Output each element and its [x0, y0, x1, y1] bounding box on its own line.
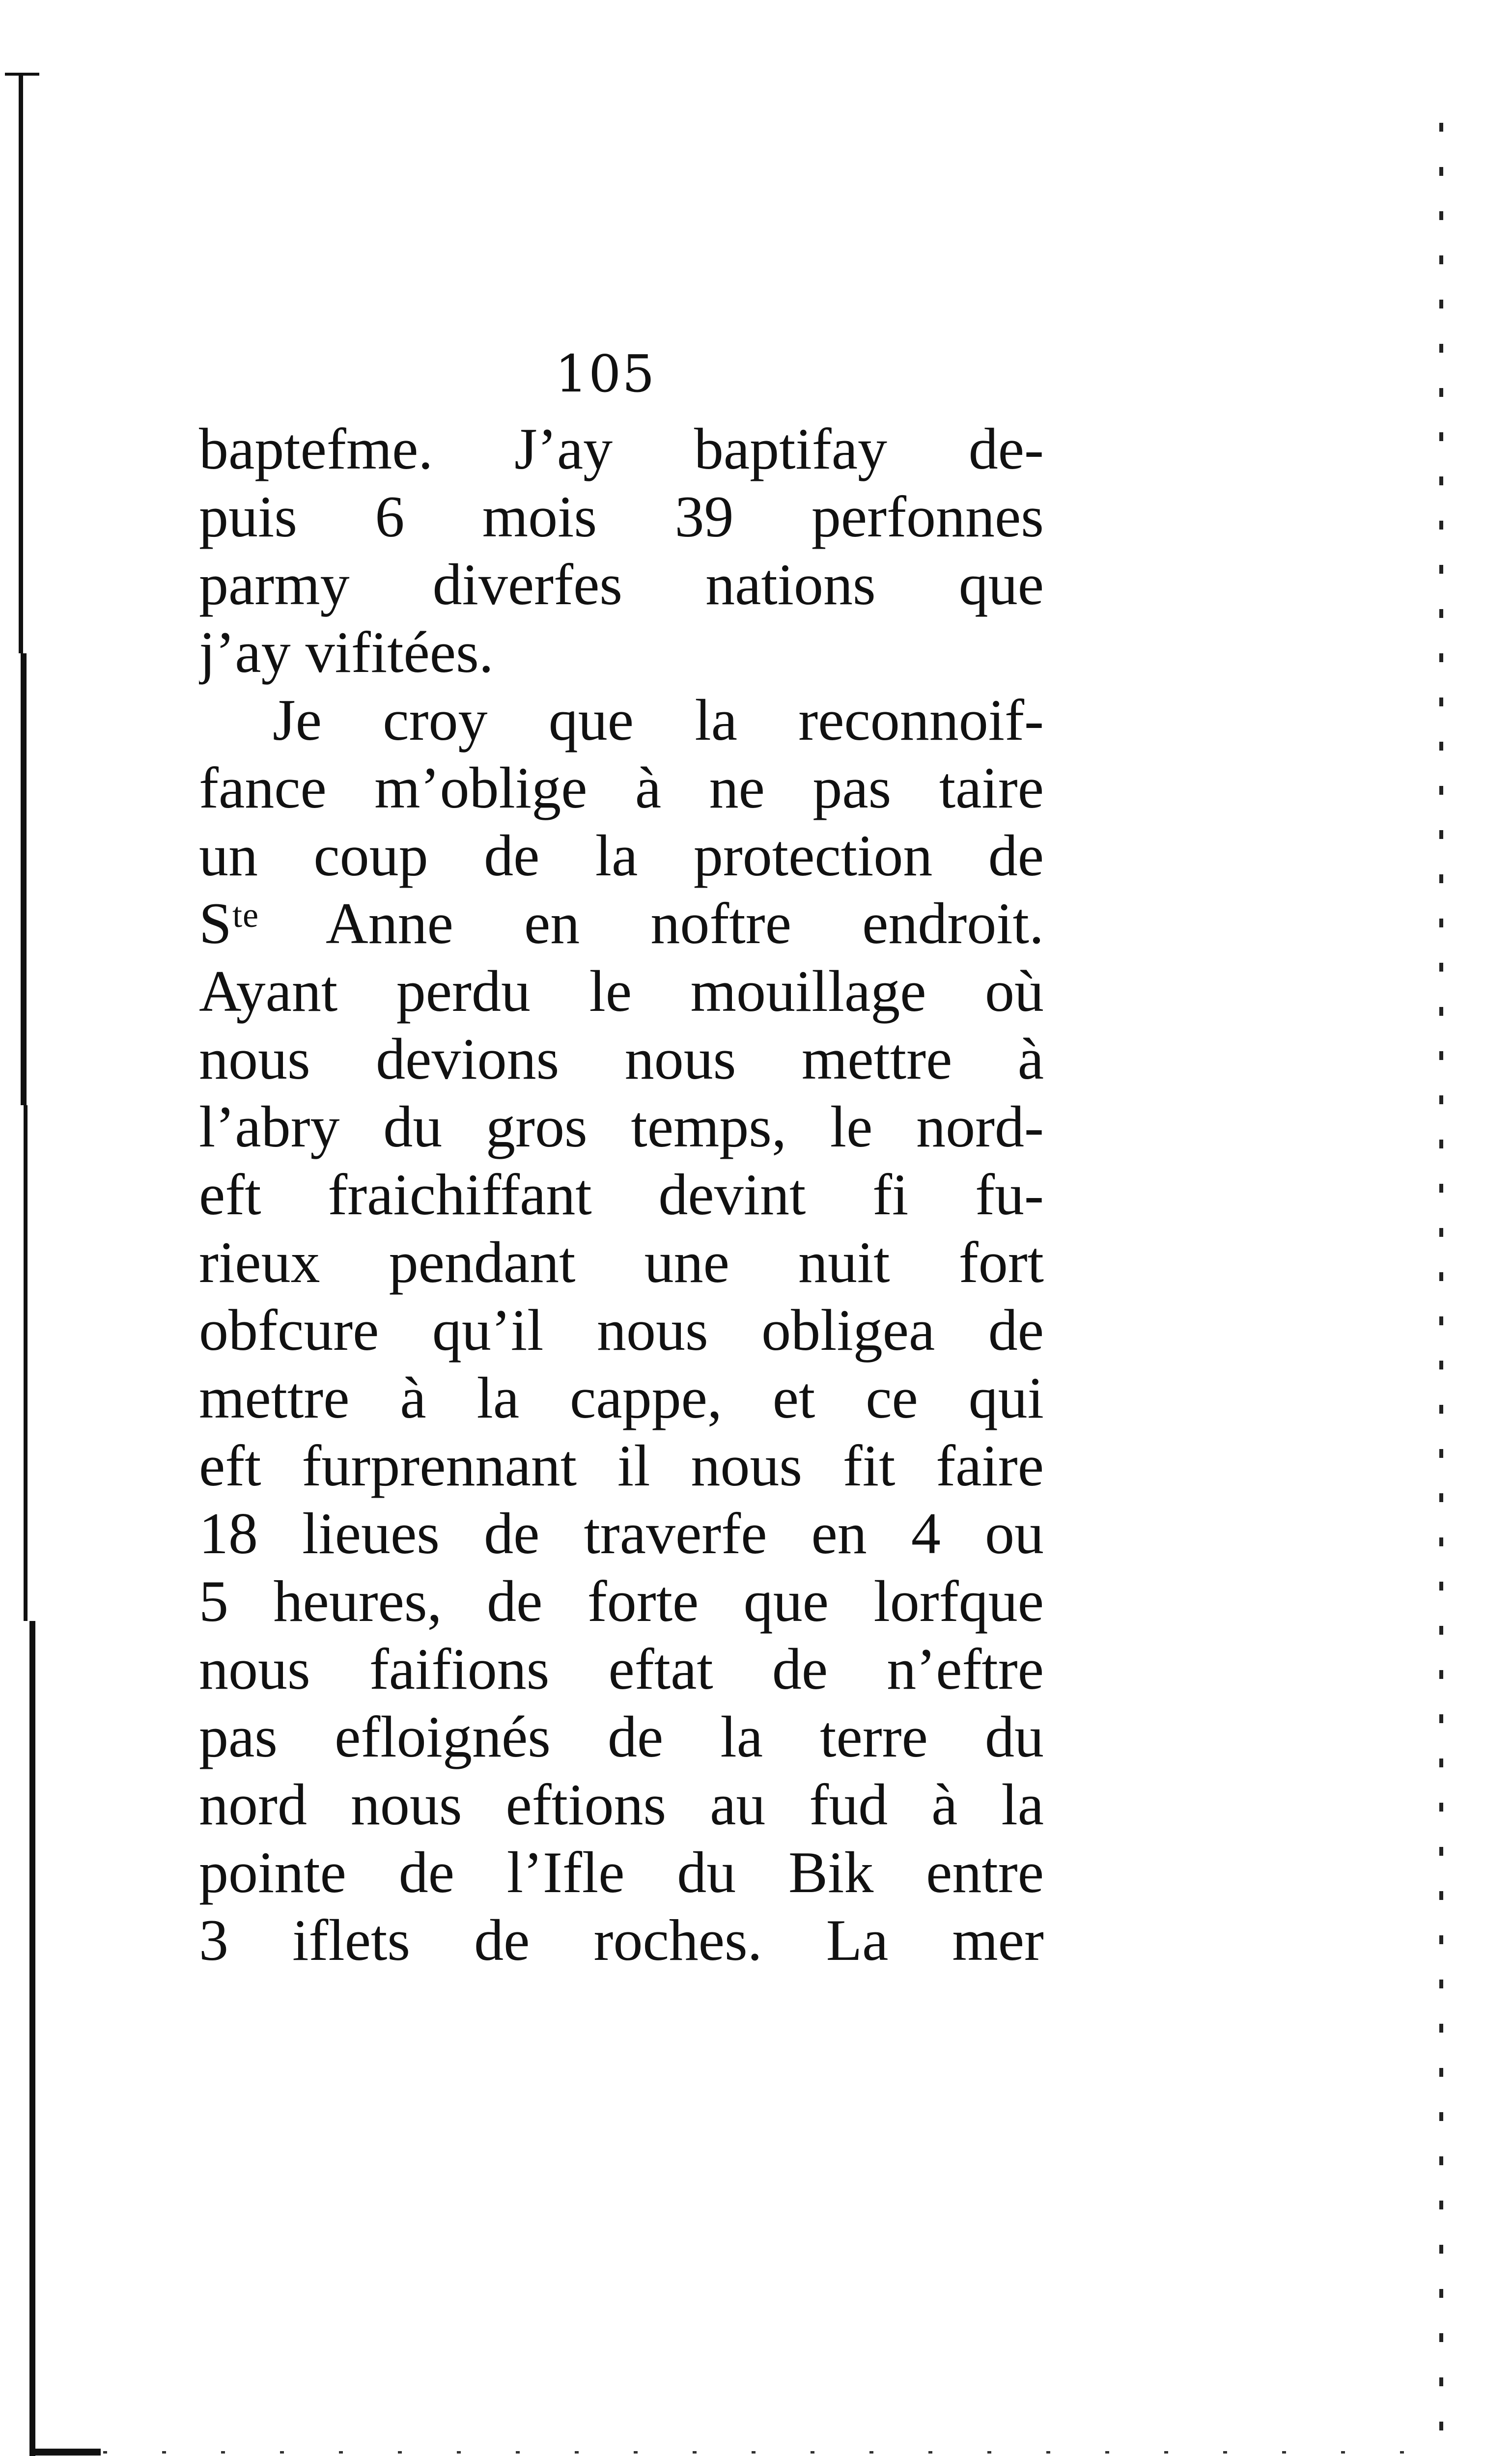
page-binding-edge-left: [21, 653, 27, 1105]
text-line: l’abry du gros temps, le nord-: [199, 1094, 1044, 1159]
text-line: obfcure qu’il nous obligea de: [199, 1297, 1044, 1363]
page-binding-edge-left: [19, 74, 23, 653]
text-line: baptefme. J’ay baptifay de-: [199, 416, 1044, 481]
text-line: rieux pendant une nuit fort: [199, 1229, 1044, 1295]
text-line: un coup de la protection de: [199, 823, 1044, 888]
page-edge-bottom: [103, 2451, 1429, 2454]
text-line: Sᵗᵉ Anne en noftre endroit.: [199, 891, 1044, 956]
text-line: nord nous eftions au fud à la: [199, 1772, 1044, 1837]
text-line: fance m’oblige à ne pas taire: [199, 755, 1044, 820]
body-text: [199, 415, 1044, 1974]
page-number: 105: [555, 344, 656, 404]
page-binding-edge-left: [24, 1105, 28, 1621]
text-line: 5 heures, de forte que lorfque: [199, 1568, 1044, 1634]
text-line: nous devions nous mettre à: [199, 1026, 1044, 1091]
text-line: Ayant perdu le mouillage où: [199, 958, 1044, 1024]
text-line: pas efloignés de la terre du: [199, 1704, 1044, 1769]
text-line: parmy diverfes nations que: [199, 552, 1044, 617]
text-line: puis 6 mois 39 perfonnes: [199, 484, 1044, 549]
text-line: nous faifions eftat de n’eftre: [199, 1636, 1044, 1702]
text-line: eft furprennant il nous fit faire: [199, 1433, 1044, 1498]
page-binding-edge-base: [32, 2449, 101, 2456]
text-line: 3 iflets de roches. La mer: [199, 1907, 1044, 1973]
text-line: mettre à la cappe, et ce qui: [199, 1365, 1044, 1430]
page-edge-right: [1439, 123, 1443, 2456]
page-binding-edge-left: [29, 1621, 35, 2456]
text-line: j’ay vifitées.: [199, 619, 494, 685]
text-line: 18 lieues de traverfe en 4 ou: [199, 1501, 1044, 1566]
text-line: eft fraichiffant devint fi fu-: [199, 1162, 1044, 1227]
text-line: pointe de l’Ifle du Bik entre: [199, 1840, 1044, 1905]
text-line: Je croy que la reconnoif-: [273, 687, 1044, 753]
